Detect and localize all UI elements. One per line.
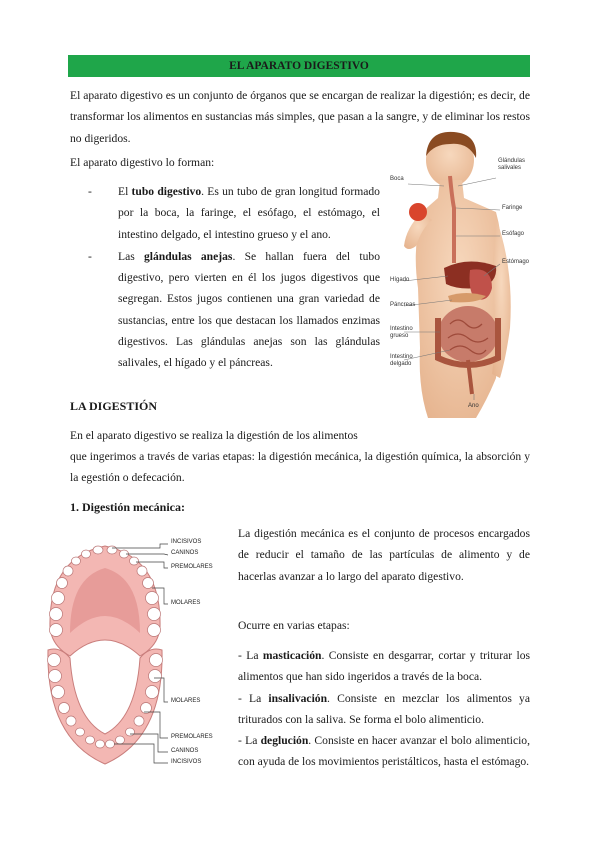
stage-prefix: - La — [238, 734, 261, 748]
stages-list — [238, 645, 530, 773]
label-estomago: Estómago — [502, 259, 530, 265]
bullet-text — [118, 181, 380, 245]
stage-rest: . Consiste en desgarrar, cortar y triturar los alimentos que han sido ingeridos a través de la boca. — [238, 649, 530, 684]
stage-insalivacion — [238, 688, 530, 731]
label-ano: Ano — [468, 403, 479, 409]
label-upper-premolares: PREMOLARES — [171, 564, 213, 570]
digestion-heading: LA DIGESTIÓN — [70, 399, 158, 413]
body-figure-svg — [388, 128, 540, 424]
bullet-list — [88, 181, 380, 374]
label-lower-incisivos: INCISIVOS — [171, 759, 202, 765]
stage-prefix: - La — [238, 649, 263, 662]
apple-icon — [409, 203, 427, 221]
stage-prefix: - La — [238, 691, 269, 705]
digestion-line1: En el aparato digestivo se realiza la digestión de los alimentos — [70, 429, 358, 442]
label-pancreas: Páncreas — [390, 302, 416, 308]
mech-heading: 1. Digestión mecánica: — [70, 500, 185, 514]
bullet-pre: Las — [118, 249, 144, 263]
stage-deglucion — [238, 730, 530, 773]
stage-bold: insalivación — [268, 691, 328, 705]
small-intestine-shape — [438, 306, 498, 362]
label-upper-caninos: CANINOS — [171, 550, 199, 556]
label-lower-caninos: CANINOS — [171, 748, 199, 754]
bullet-rest: . Se hallan fuera del tubo digestivo, pero vierten en él los jugos digestivos que segregan. Estos jugos contienen una gran variedad de sustancias, entre los que destacan los llamados enzimas digestivos. Las glándulas anejas son las glándulas salivales, el hígado y el páncreas. — [118, 249, 380, 370]
bullet-item-tubo — [88, 181, 380, 245]
teeth-illustration — [40, 528, 230, 778]
stage-masticacion — [238, 645, 530, 688]
bullet-dash: - — [88, 185, 92, 198]
stage-bold: deglución — [260, 734, 309, 748]
formed-by-text: El aparato digestivo lo forman: — [70, 156, 215, 169]
label-higado: Hígado — [390, 277, 410, 283]
bullet-bold: glándulas anejas — [143, 249, 233, 263]
label-upper-molares: MOLARES — [171, 600, 201, 606]
bullet-bold: tubo digestivo — [131, 185, 202, 198]
label-faringe: Faringe — [502, 205, 523, 211]
stage-rest: . Consiste en mezclar los alimentos ya triturados con la saliva. Se forma el bolo alimenticio. — [238, 691, 530, 726]
label-intestino-delgado: Intestino delgado — [390, 354, 413, 367]
mech-description: La digestión mecánica es el conjunto de procesos encargados de reducir el tamaño de las partículas de alimento y de hacerlas avanzar a lo largo del aparato digestivo. — [238, 527, 530, 583]
page-title: EL APARATO DIGESTIVO — [68, 55, 530, 77]
label-intestino-grueso: Intestino grueso — [390, 326, 413, 339]
intro-paragraph: El aparato digestivo es un conjunto de órganos que se encargan de realizar la digestión; es decir, de transformar los alimentos en sustancias más simples, que pasan a la sangre, y de eliminar los restos no digeridos. — [70, 89, 530, 145]
bullet-item-glandulas — [88, 246, 380, 374]
bullet-rest: . Es un tubo de gran longitud formado por la boca, la faringe, el esófago, el estómago, el intestino delgado, el intestino grueso y el ano. — [118, 185, 380, 241]
digestion-line2: que ingerimos a través de varias etapas: la digestión mecánica, la digestión química, la absorción y la egestión o defecación. — [70, 450, 530, 485]
label-boca: Boca — [390, 176, 404, 182]
label-esofago: Esófago — [502, 231, 525, 237]
bullet-dash: - — [88, 249, 92, 263]
right-arm-shape — [492, 218, 511, 378]
label-lower-premolares: PREMOLARES — [171, 734, 213, 740]
bullet-text — [118, 246, 380, 374]
bullet-pre: El — [118, 185, 132, 198]
stage-rest: . Consiste en hacer avanzar el bolo alimenticio, con ayuda de los movimientos peristálticos, hasta el estómago. — [238, 734, 531, 769]
label-lower-molares: MOLARES — [171, 698, 201, 704]
stage-bold: masticación — [262, 649, 322, 662]
digestive-system-illustration — [388, 128, 540, 424]
stages-intro: Ocurre en varias etapas: — [238, 619, 350, 632]
label-upper-incisivos: INCISIVOS — [171, 539, 202, 545]
label-glandulas: Glándulas salivales — [498, 158, 526, 171]
